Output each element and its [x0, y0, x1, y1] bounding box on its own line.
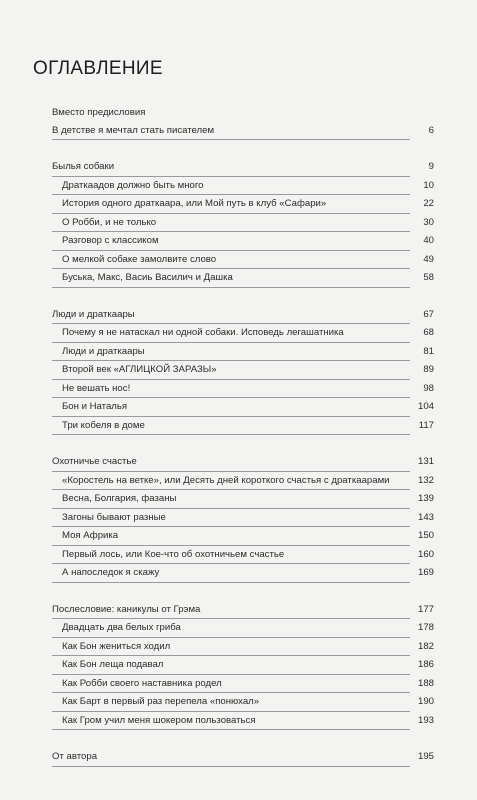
toc-entry	[52, 324, 434, 343]
toc-entry-title: Люди и драткаары	[62, 345, 145, 357]
toc-entry	[52, 361, 434, 380]
toc-entry-title: Не вешать нос!	[62, 382, 131, 394]
toc-entry-title: Послесловие: каникулы от Грэма	[52, 603, 201, 615]
toc-entry-title: А напоследок я скажу	[62, 567, 160, 578]
toc-entry-title: Первый лось, или Кое-что об охотничьем счастье	[62, 548, 285, 560]
toc-page-number: 89	[423, 364, 434, 375]
toc-page-number: 193	[417, 714, 434, 726]
toc-entry	[52, 619, 434, 638]
toc-entry-title: В детстве я мечтал стать писателем	[52, 124, 215, 136]
toc-page-number: 30	[423, 216, 434, 228]
toc-part-heading	[52, 158, 434, 177]
toc-entry-title: Буська, Макс, Васиь Василич и Дашка	[62, 272, 233, 283]
toc-page-number: 40	[423, 235, 434, 246]
toc-entry-title: Вместо предисловия	[52, 107, 146, 118]
toc-entry-title: Бон и Наталья	[62, 401, 128, 412]
toc-entry	[52, 509, 434, 528]
toc-entry	[52, 712, 434, 731]
toc-entry-title: Весна, Болгария, фазаны	[62, 493, 177, 504]
toc-entry	[52, 472, 434, 491]
toc-page-number: 10	[423, 179, 434, 191]
toc-page-number: 190	[417, 696, 434, 707]
toc-part-heading	[52, 306, 434, 325]
toc-entry	[52, 417, 434, 436]
toc-part-heading	[52, 748, 434, 767]
toc-entry-title: Былья собаки	[52, 161, 115, 172]
toc-page-number: 143	[417, 511, 434, 523]
toc-entry-title: Двадцать два белых гриба	[62, 622, 181, 633]
toc-part-heading	[52, 601, 434, 620]
toc-page-number: 178	[417, 622, 434, 633]
toc-entry	[52, 490, 434, 509]
toc-section	[52, 158, 434, 288]
toc-entry-title: Второй век «АГЛИЦКОЙ ЗАРАЗЫ»	[62, 364, 217, 375]
toc-section	[52, 601, 434, 731]
toc-page-number: 132	[417, 474, 434, 486]
toc-page-number: 186	[417, 659, 434, 670]
page-title: ОГЛАВЛЕНИЕ	[33, 58, 163, 79]
toc-page-number: 6	[428, 124, 434, 136]
toc-page-number: 188	[417, 677, 434, 689]
toc-page-number: 195	[417, 751, 434, 762]
toc-entry	[52, 656, 434, 675]
toc-entry	[52, 269, 434, 288]
toc-entry	[52, 398, 434, 417]
toc-entry	[52, 546, 434, 565]
toc-entry	[52, 251, 434, 270]
toc-page-number: 131	[417, 456, 434, 467]
toc-entry-title: О Робби, и не только	[62, 216, 157, 228]
toc-entry-title: От автора	[52, 751, 98, 762]
toc-entry-title: Как Робби своего наставника родел	[62, 677, 222, 689]
toc-page-number: 139	[417, 493, 434, 504]
toc-page-number: 9	[428, 161, 434, 172]
toc-entry	[52, 214, 434, 233]
toc-entry-title: Как Бон жениться ходил	[62, 640, 171, 652]
toc-entry	[52, 177, 434, 196]
toc-entry-title: Три кобеля в доме	[62, 419, 145, 431]
toc-page-number: 160	[417, 548, 434, 560]
toc-entry	[52, 564, 434, 583]
toc-page-number: 104	[417, 401, 434, 412]
toc-section	[52, 453, 434, 583]
toc-entry-title: Охотничье счастье	[52, 456, 137, 467]
table-of-contents	[52, 104, 434, 785]
toc-page-number: 182	[417, 640, 434, 652]
toc-entry-title: Загоны бывают разные	[62, 511, 166, 523]
toc-entry-title: Моя Африка	[62, 530, 119, 541]
toc-entry-title: Почему я не натаскал ни одной собаки. Исповедь легашатника	[62, 327, 344, 338]
toc-page-number: 81	[423, 345, 434, 357]
toc-section	[52, 306, 434, 436]
toc-entry	[52, 195, 434, 214]
toc-entry-title: Драткаадов должно быть много	[62, 179, 204, 191]
toc-preface-label	[52, 104, 410, 122]
toc-page-number: 169	[417, 567, 434, 578]
toc-entry	[52, 693, 434, 712]
toc-entry	[52, 343, 434, 362]
toc-page-number: 98	[423, 382, 434, 394]
toc-entry	[52, 232, 434, 251]
toc-entry-title: Разговор с классиком	[62, 235, 159, 246]
toc-page-number: 22	[423, 198, 434, 209]
toc-page-number: 58	[423, 272, 434, 283]
toc-entry-title: Как Гром учил меня шокером пользоваться	[62, 714, 256, 726]
toc-page-number: 117	[418, 419, 434, 431]
toc-page-number: 49	[423, 253, 434, 265]
toc-section	[52, 748, 434, 767]
toc-entry-title: О мелкой собаке замолвите слово	[62, 253, 217, 265]
toc-entry-title: История одного драткаара, или Мой путь в клуб «Сафари»	[62, 198, 327, 209]
toc-part-heading	[52, 122, 434, 141]
toc-entry	[52, 675, 434, 694]
toc-entry-title: Как Барт в первый раз перепела «понюхал»	[62, 696, 260, 707]
toc-part-heading	[52, 453, 434, 472]
toc-entry-title: Люди и драткаары	[52, 308, 135, 320]
toc-entry	[52, 638, 434, 657]
toc-entry-title: «Коростель на ветке», или Десять дней короткого счастья с драткаарами	[62, 474, 390, 486]
toc-page-number: 68	[423, 327, 434, 338]
toc-entry-title: Как Бон леща подавал	[62, 659, 164, 670]
toc-entry	[52, 527, 434, 546]
toc-section	[52, 104, 434, 140]
toc-page-number: 67	[423, 308, 434, 320]
toc-page-number: 150	[417, 530, 434, 541]
toc-entry	[52, 380, 434, 399]
toc-page-number: 177	[417, 603, 434, 615]
